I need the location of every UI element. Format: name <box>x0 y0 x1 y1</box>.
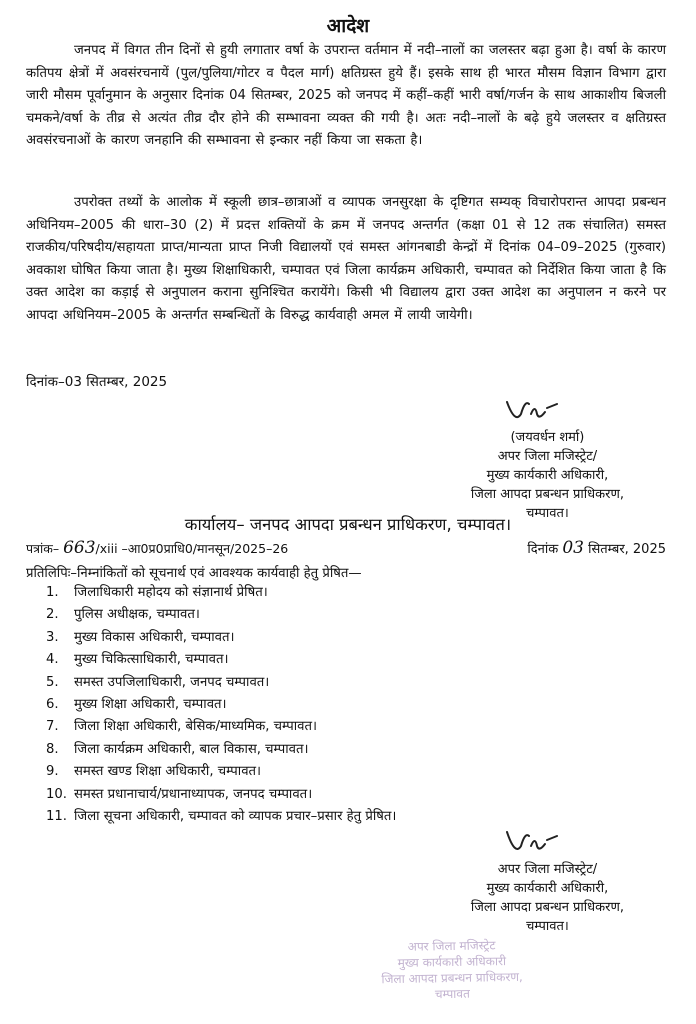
signature-block-2 <box>471 830 624 936</box>
handwritten-signature-icon <box>471 398 624 428</box>
signatory-district: चम्पावत। <box>526 919 569 934</box>
signatory-office: जिला आपदा प्रबन्धन प्राधिकरण, <box>470 487 624 502</box>
list-item: 1. जिलाधिकारी महोदय को संज्ञानार्थ प्रेषित। <box>46 585 268 600</box>
list-item: 7. जिला शिक्षा अधिकारी, बेसिक/माध्यमिक, चम्पावत। <box>46 719 318 735</box>
signatory-designation-2: मुख्य कार्यकारी अधिकारी, <box>486 881 609 896</box>
list-item: 5. समस्त उपजिलाधिकारी, जनपद चम्पावत। <box>46 674 270 690</box>
list-item: 3. मुख्य विकास अधिकारी, चम्पावत। <box>46 629 235 645</box>
signature-block-1 <box>471 398 624 523</box>
reference-handwritten-number: 663 <box>63 538 96 558</box>
reference-date <box>527 538 666 558</box>
list-item: 9. समस्त खण्ड शिक्षा अधिकारी, चम्पावत। <box>46 764 262 780</box>
reference-label: पत्रांक– <box>26 541 60 556</box>
order-title: आदेश <box>326 15 370 37</box>
list-item: 10. समस्त प्रधानाचार्य/प्रधानाध्यापक, जनपद चम्पावत। <box>46 786 313 802</box>
order-paragraph-2: उपरोक्त तथ्यों के आलोक में स्कूली छात्र–छात्राओं व व्यापक जनसुरक्षा के दृष्टिगत सम्यक् विचारोपरान्त आपदा प्रबन्धन अधिनियम–2005 की धारा–30 (2) में प्रदत्त शक्तियों के क्रम में जनपद अन्तर्गत (कक्षा 01 से 12 तक संचालित) समस्त राजकीय/परिषदीय/सहायता प्राप्त/मान्यता प्राप्त निजी विद्यालयों एवं समस्त आंगनबाडी केन्द्रों में दिनांक 04–09–2025 (गुरुवार) अवकाश घोषित किया जाता है। मुख्य शिक्षाधिकारी, चम्पावत एवं जिला कार्यक्रम अधिकारी, चम्पावत को निर्देशित किया जाता है कि उक्त आदेश का कड़ाई से अनुपालन कराना सुनिश्चित करायेंगे। किसी भी विद्यालय द्वारा उक्त आदेश का अनुपालन न करने पर आपदा अधिनियम–2005 के अन्तर्गत सम्बन्धितों के विरुद्ध कार्यवाही अमल में लायी जायेगी। <box>26 195 666 323</box>
signatory-designation-2: मुख्य कार्यकारी अधिकारी, <box>486 468 609 483</box>
signatory-district: चम्पावत। <box>526 506 569 521</box>
list-item: 2. पुलिस अधीक्षक, चम्पावत। <box>46 607 200 623</box>
order-date: दिनांक–03 सितम्बर, 2025 <box>26 374 168 390</box>
list-item: 4. मुख्य चिकित्साधिकारी, चम्पावत। <box>46 652 229 668</box>
signatory-office: जिला आपदा प्रबन्धन प्राधिकरण, <box>470 900 624 915</box>
copy-to-heading: प्रतिलिपिः–निम्नांकितों को सूचनार्थ एवं आवश्यक कार्यवाही हेतु प्रेषित— <box>26 566 362 581</box>
list-item: 11. जिला सूचना अधिकारी, चम्पावत को व्यापक प्रचार–प्रसार हेतु प्रेषित। <box>46 808 397 824</box>
handwritten-signature-icon <box>471 830 624 860</box>
office-heading: कार्यालय– जनपद आपदा प्रबन्धन प्राधिकरण, चम्पावत। <box>184 515 512 534</box>
copy-to-list <box>46 582 396 828</box>
signatory-designation-1: अपर जिला मजिस्ट्रेट/ <box>497 449 598 464</box>
reference-number <box>26 538 288 558</box>
list-item: 6. मुख्य शिक्षा अधिकारी, चम्पावत। <box>46 696 227 712</box>
signatory-designation-1: अपर जिला मजिस्ट्रेट/ <box>497 862 598 877</box>
reference-date-handwritten: 03 <box>562 538 584 558</box>
list-item: 8. जिला कार्यक्रम अधिकारी, बाल विकास, चम्पावत। <box>46 741 309 757</box>
official-stamp: अपर जिला मजिस्ट्रेट मुख्य कार्यकारी अधिकारी जिला आपदा प्रबन्धन प्राधिकरण, चम्पावत <box>381 938 523 1002</box>
reference-suffix: /xiii –आ0प्र0प्राधि0/मानसून/2025–26 <box>95 541 289 556</box>
signatory-name: (जयवर्धन शर्मा) <box>510 430 585 445</box>
order-paragraph-1: जनपद में विगत तीन दिनों से हुयी लगातार वर्षा के उपरान्त वर्तमान में नदी–नालों का जलस्तर बढ़ा हुआ है। वर्षा के कारण कतिपय क्षेत्रों में अवसंरचनायें (पुल/पुलिया/गोटर व पैदल मार्ग) क्षतिग्रस्त हुये हैं। इसके साथ ही भारत मौसम विज्ञान विभाग द्वारा जारी मौसम पूर्वानुमान के अनुसार दिनांक 04 सितम्बर, 2025 को जनपद में कहीं–कहीं भारी वर्षा/गर्जन के साथ आकाशीय बिजली चमकने/वर्षा के तीव्र से अत्यंत तीव्र दौर होने की सम्भावना व्यक्त की गयी है। अतः नदी–नालों के बढ़े हुये जलस्तर व क्षतिग्रस्त अवसंरचनाओं के कारण जनहानि की सम्भावना से इन्कार नहीं किया जा सकता है। <box>26 43 666 148</box>
reference-date-rest: सितम्बर, 2025 <box>588 542 666 557</box>
reference-date-label: दिनांक <box>527 542 559 557</box>
